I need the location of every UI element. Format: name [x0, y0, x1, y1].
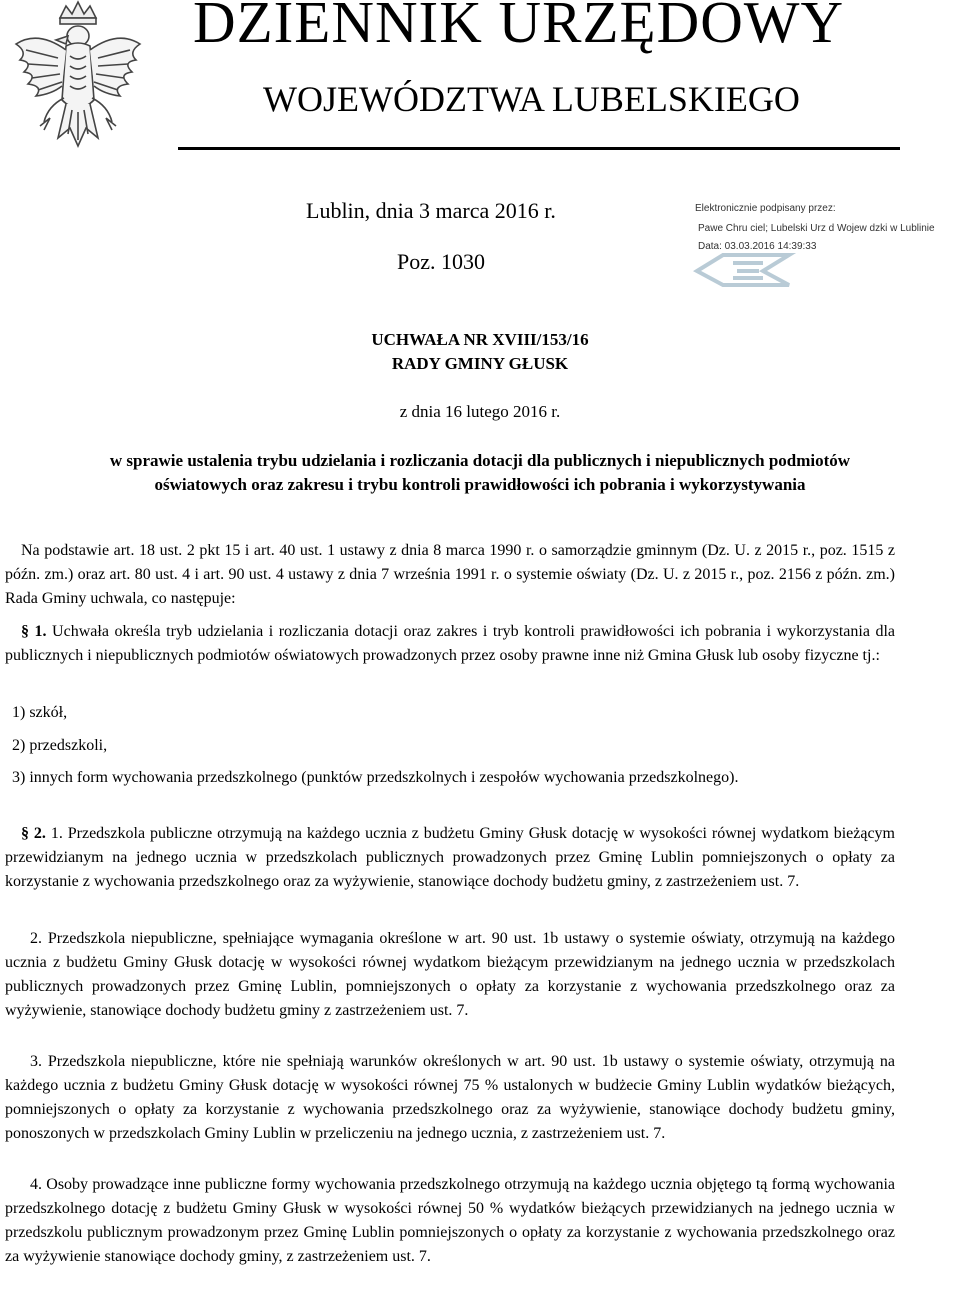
- electronic-signature: [693, 203, 960, 288]
- resolution-number: UCHWAŁA NR XVIII/153/16: [371, 330, 589, 349]
- list-item: 1) szkół,: [12, 704, 68, 721]
- journal-subtitle: WOJEWÓDZTWA LUBELSKIEGO: [263, 79, 800, 119]
- paragraph-2-4: 4. Osoby prowadzące inne publiczne formy wychowania przedszkolnego otrzymują na każdego ucznia objętego tą formą wychowania przedszkolnego dotację z budżetu Gminy Głusk w wysokości równej 50 % wydatków bieżących przewidzianych na jednego ucznia w przedszkolu publicznym prowadzonym przez Gminę Lublin pomniejszonych o opłaty za korzystanie z wychowania przedszkolnego oraz za wyżywienie stanowiące dochody gminy, z zastrzeżeniem ust. 7.: [5, 1176, 895, 1265]
- list-item: 3) innych form wychowania przedszkolnego (punktów przedszkolnych i zespołów wychowania przedszkolnego).: [12, 769, 739, 786]
- resolution-subject-line-2: oświatowych oraz zakresu i trybu kontroli prawidłowości ich pobrania i wykorzystywania: [154, 475, 806, 494]
- paragraph-1-text: Uchwała określa tryb udzielania i rozliczania dotacji oraz zakres i tryb kontroli prawidłowości ich pobrania i wykorzystania dla publicznych i niepublicznych podmiotów oświatowych prowadzonych przez osoby prawne inne niż Gmina Głusk lub osoby fizyczne tj.:: [5, 623, 896, 664]
- signature-date: Data: 03.03.2016 14:39:33: [698, 241, 817, 252]
- resolution-subject-line-1: w sprawie ustalenia trybu udzielania i rozliczania dotacji dla publicznych i niepublicznych podmiotów: [109, 451, 851, 470]
- paragraph-2-3: 3. Przedszkola niepubliczne, które nie spełniają warunków określonych w art. 90 ust. 1b ustawy o systemie oświaty, otrzymują na każdego ucznia z budżetu Gminy Głusk dotację w wysokości równej 75 % ustalonych w budżecie Gminy Lublin wydatków bieżących, pomniejszonych o opłaty za korzystanie z wychowania przedszkolnego oraz za wyżywienie, stanowiące dochody budżetu gminy, ponoszonych w przedszkolach Gminy Lublin w przeliczeniu na jednego ucznia, z zastrzeżeniem ust. 7.: [5, 1053, 895, 1142]
- signature-signer: Pawe Chru ciel; Lubelski Urz d Wojew dzki w Lublinie: [698, 223, 935, 234]
- paragraph-1-label: § 1.: [21, 623, 47, 640]
- resolution-council: RADY GMINY GŁUSK: [391, 354, 569, 373]
- eagle-emblem-icon: [8, 0, 148, 160]
- paragraph-2-1: [5, 822, 895, 894]
- signature-watermark-icon: [693, 251, 803, 287]
- position-number: Poz. 1030: [397, 249, 485, 274]
- paragraph-2-2: 2. Przedszkola niepubliczne, spełniające wymagania określone w art. 90 ust. 1b ustawy o systemie oświaty, otrzymują na każdego ucznia z budżetu Gminy Głusk dotację w wysokości równej wydatkom bieżącym przewidzianym na jednego ucznia w przedszkolach publicznych prowadzonych przez Gminę Lublin, pomniejszonych o opłaty za korzystanie z wychowania przedszkolnego oraz za wyżywienie, stanowiące dochody budżetu gminy z zastrzeżeniem ust. 7.: [5, 930, 895, 1019]
- paragraph-2-label: § 2.: [21, 825, 46, 842]
- header-rule: [178, 147, 900, 150]
- publication-date: Lublin, dnia 3 marca 2016 r.: [306, 198, 556, 223]
- signature-label: Elektronicznie podpisany przez:: [695, 203, 836, 214]
- list-item: 2) przedszkoli,: [12, 737, 108, 754]
- paragraph-2-1-text: 1. Przedszkola publiczne otrzymują na każdego ucznia z budżetu Gminy Głusk dotację w wysokości równej wydatkom bieżącym przewidzianym na jednego ucznia w przedszkolach publicznych prowadzonych przez Gminę Lublin pomniejszonych o opłaty za korzystanie z wychowania przedszkolnego oraz za wyżywienie, stanowiące dochody budżetu gminy, z zastrzeżeniem ust. 7.: [5, 825, 895, 890]
- paragraph-1: [5, 620, 895, 668]
- resolution-date: z dnia 16 lutego 2016 r.: [399, 402, 561, 421]
- journal-title: DZIENNIK URZĘDOWY: [193, 0, 845, 55]
- preamble: Na podstawie art. 18 ust. 2 pkt 15 i art. 40 ust. 1 ustawy z dnia 8 marca 1990 r. o samorządzie gminnym (Dz. U. z 2015 r., poz. 1515 z późn. zm.) oraz art. 80 ust. 4 i art. 90 ust. 4 ustawy z dnia 7 września 1991 r. o systemie oświaty (Dz. U. z 2015 r., poz. 2156 z późn. zm.) Rada Gminy uchwala, co następuje:: [5, 542, 895, 607]
